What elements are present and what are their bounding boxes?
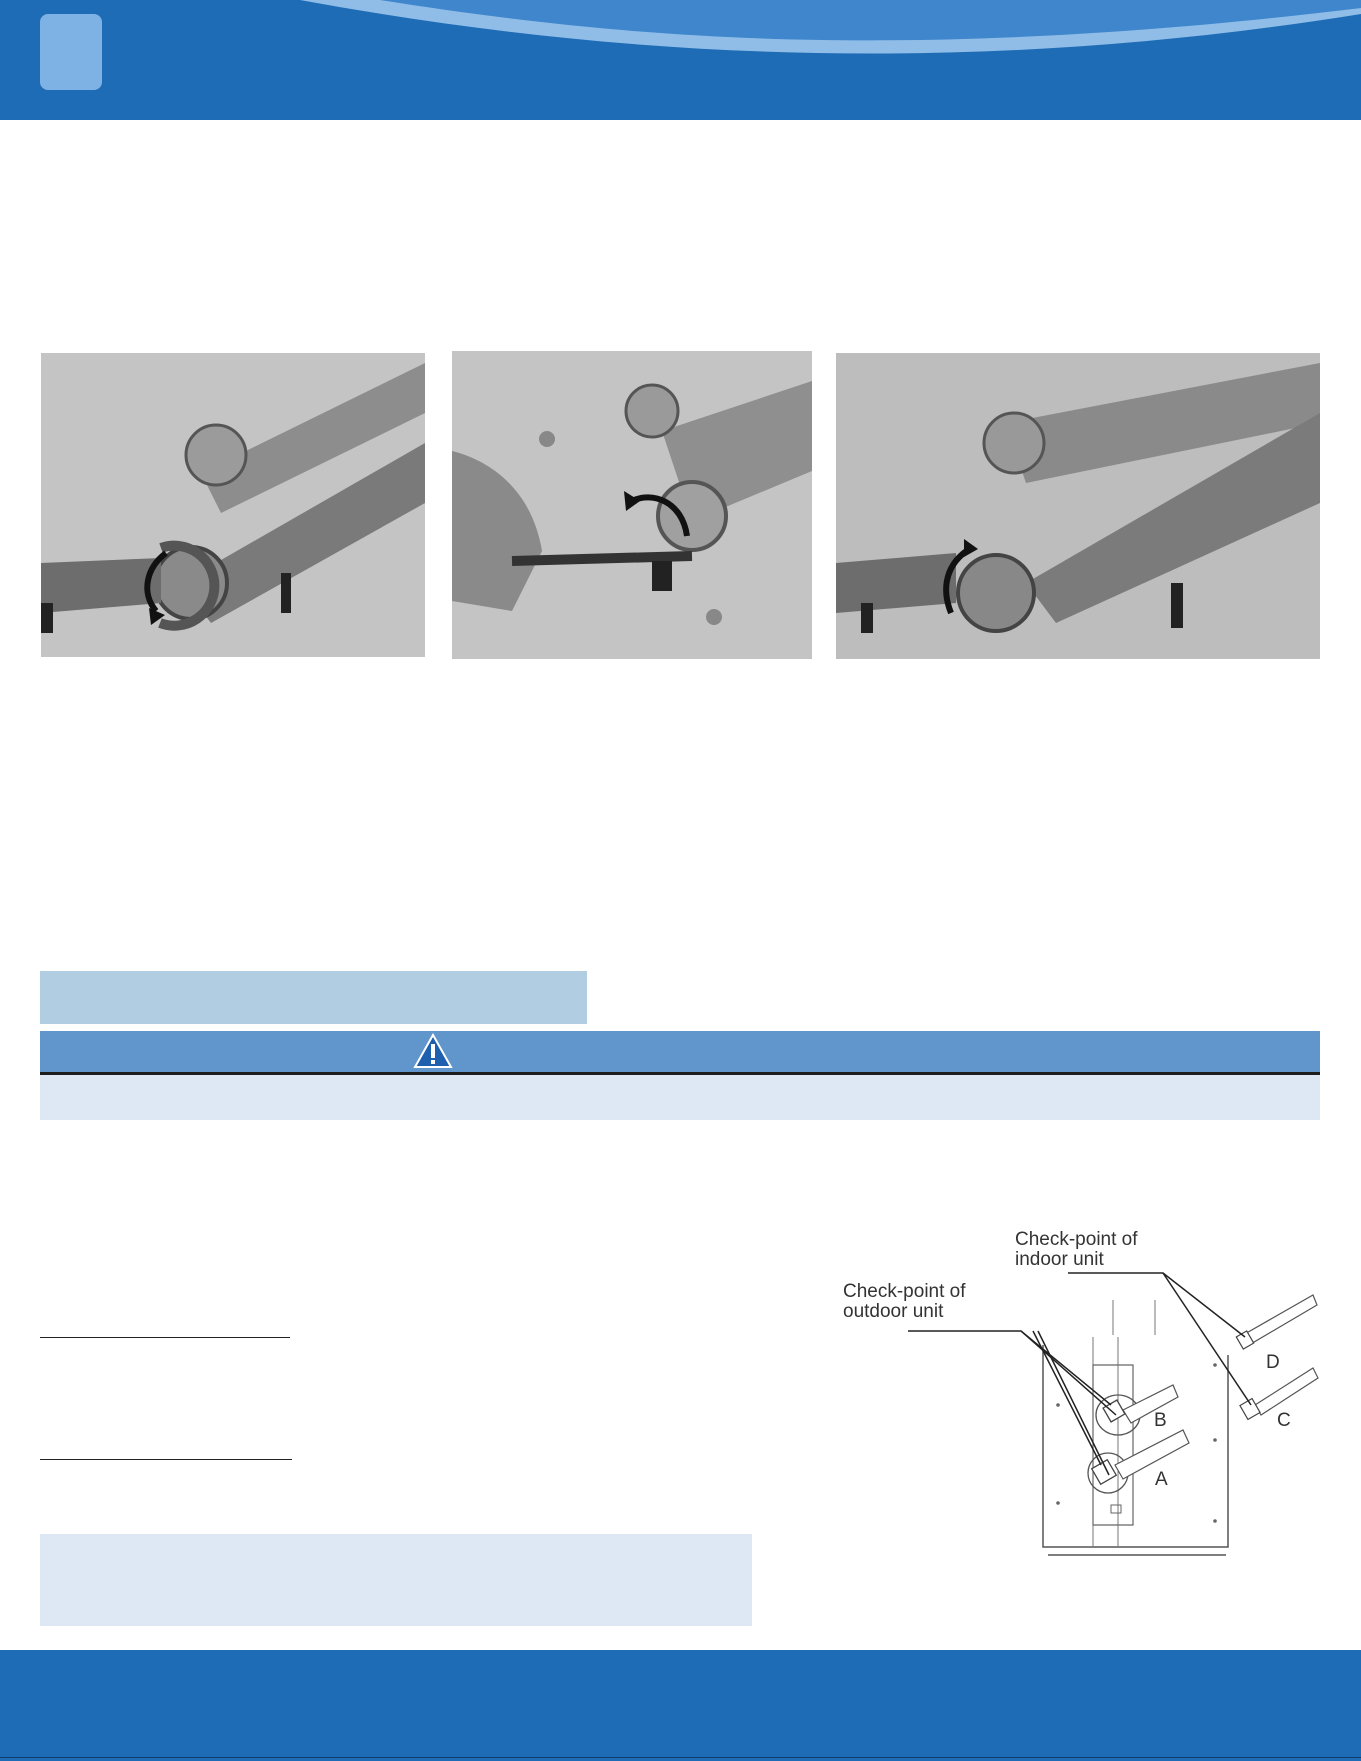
label-point-a: A xyxy=(1155,1469,1168,1490)
chapter-tab xyxy=(40,14,102,90)
note-box xyxy=(40,1534,752,1626)
header-swoosh xyxy=(0,0,1361,120)
label-outdoor-checkpoint: Check-point of outdoor unit xyxy=(843,1281,966,1322)
label-point-d: D xyxy=(1266,1352,1280,1373)
label-point-c: C xyxy=(1277,1410,1291,1431)
warning-triangle-icon xyxy=(413,1033,453,1069)
caution-body xyxy=(40,1075,1320,1120)
caution-header-bar xyxy=(40,1031,1320,1072)
page-header xyxy=(0,0,1361,120)
footer-bottom-rule xyxy=(0,1757,1361,1758)
photo-open-valve-hex-key xyxy=(452,351,812,659)
subheading-rule-1 xyxy=(40,1337,290,1338)
outdoor-unit-drawing xyxy=(843,1225,1321,1561)
photo-loosen-valve-cap xyxy=(41,353,425,657)
label-point-b: B xyxy=(1154,1410,1167,1431)
page-footer xyxy=(0,1650,1361,1761)
label-indoor-checkpoint: Check-point of indoor unit xyxy=(1015,1229,1138,1270)
leak-check-diagram xyxy=(843,1225,1321,1561)
section-heading-bar xyxy=(40,971,587,1024)
subheading-rule-2 xyxy=(40,1459,292,1460)
photo-tighten-valve-cap xyxy=(836,353,1320,659)
